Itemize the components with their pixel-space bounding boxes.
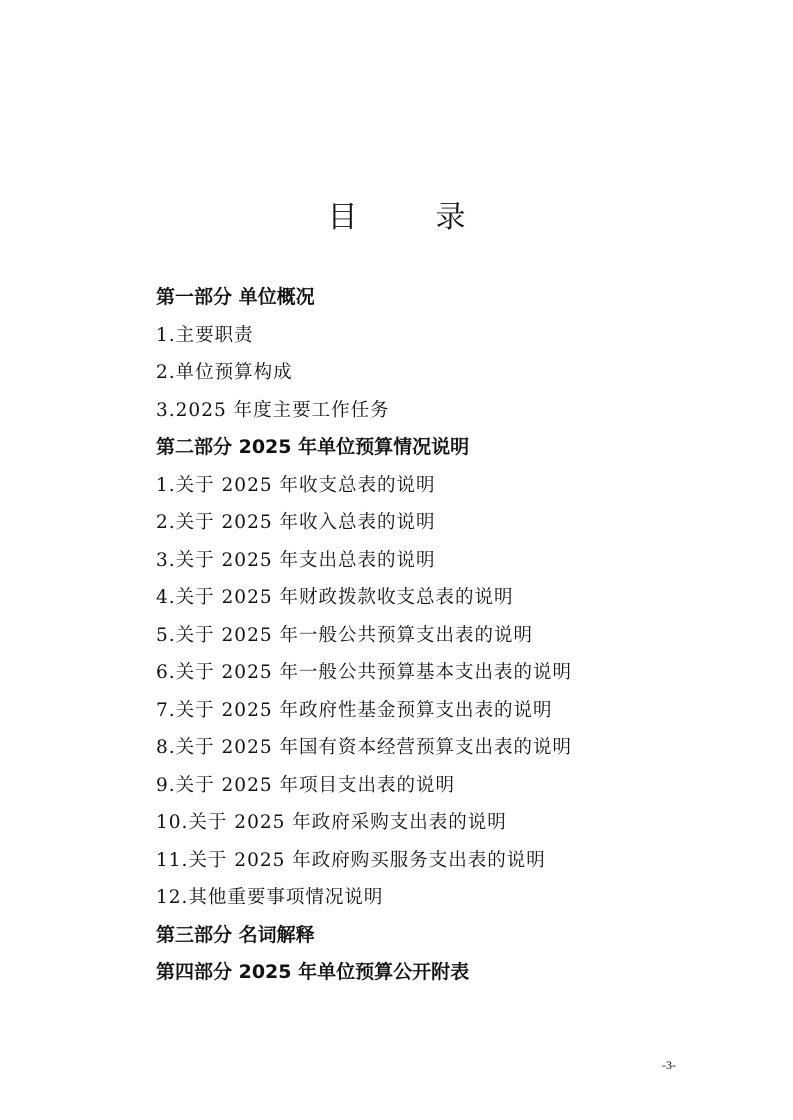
toc-item: 8.关于 2025 年国有资本经营预算支出表的说明 [156,737,572,758]
toc-item: 9.关于 2025 年项目支出表的说明 [156,774,455,796]
toc-item: 5.关于 2025 年一般公共预算支出表的说明 [156,624,533,646]
toc-item: 6.关于 2025 年一般公共预算基本支出表的说明 [156,662,572,683]
toc-item: 12.其他重要事项情况说明 [156,887,384,908]
toc-part-heading: 第二部分 2025 年单位预算情况说明 [156,436,470,458]
table-of-contents [156,279,716,992]
toc-item: 2.单位预算构成 [156,362,293,383]
toc-part-heading: 第三部分 名词解释 [156,923,315,946]
toc-part-heading: 第一部分 单位概况 [156,286,315,308]
toc-item: 3.关于 2025 年支出总表的说明 [156,549,436,571]
toc-item: 10.关于 2025 年政府采购支出表的说明 [156,812,507,833]
page-number: -3- [662,1058,676,1072]
toc-item: 7.关于 2025 年政府性基金预算支出表的说明 [156,699,553,721]
toc-item: 4.关于 2025 年财政拨款收支总表的说明 [156,587,514,608]
page-title: 目 录 [327,200,490,235]
toc-part-heading: 第四部分 2025 年单位预算公开附表 [156,961,470,983]
toc-item: 1.关于 2025 年收支总表的说明 [156,474,436,496]
toc-item: 2.关于 2025 年收入总表的说明 [156,512,436,533]
toc-item: 1.主要职责 [156,324,254,346]
toc-item: 11.关于 2025 年政府购买服务支出表的说明 [156,849,546,871]
toc-item: 3.2025 年度主要工作任务 [156,399,390,421]
